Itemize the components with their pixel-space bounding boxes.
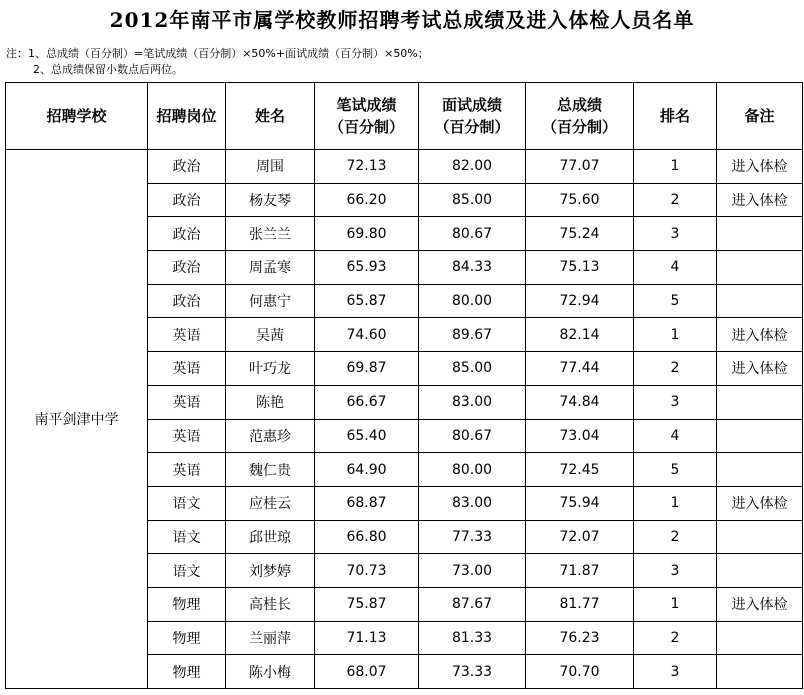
cell-rank: 3	[634, 655, 717, 689]
cell-name: 高桂长	[226, 587, 315, 621]
cell-rank: 3	[634, 554, 717, 588]
cell-total: 74.84	[526, 385, 634, 419]
header-written-line1: 笔试成绩	[336, 96, 397, 114]
cell-total: 76.23	[526, 621, 634, 655]
cell-interview: 84.33	[419, 251, 526, 285]
cell-position: 语文	[148, 486, 226, 520]
note-rounding: 2、总成绩保留小数点后两位。	[33, 63, 183, 76]
cell-remark: 进入体检	[717, 486, 803, 520]
cell-name: 周围	[226, 150, 315, 184]
cell-interview: 80.00	[419, 284, 526, 318]
cell-total: 72.94	[526, 284, 634, 318]
cell-position: 政治	[148, 183, 226, 217]
cell-name: 何惠宁	[226, 284, 315, 318]
cell-rank: 2	[634, 621, 717, 655]
cell-position: 英语	[148, 453, 226, 487]
cell-rank: 4	[634, 251, 717, 285]
cell-written: 69.80	[315, 217, 419, 251]
cell-remark: 进入体检	[717, 587, 803, 621]
cell-written: 66.20	[315, 183, 419, 217]
table-body	[6, 150, 803, 689]
header-row	[6, 83, 803, 150]
cell-written: 74.60	[315, 318, 419, 352]
cell-written: 66.67	[315, 385, 419, 419]
header-interview-line1: 面试成绩	[441, 96, 502, 114]
cell-position: 语文	[148, 554, 226, 588]
cell-remark	[717, 655, 803, 689]
cell-position: 英语	[148, 419, 226, 453]
header-total-line2: （百分制）	[541, 118, 617, 136]
cell-written: 68.87	[315, 486, 419, 520]
cell-interview: 81.33	[419, 621, 526, 655]
cell-name: 范惠珍	[226, 419, 315, 453]
cell-written: 68.07	[315, 655, 419, 689]
cell-total: 81.77	[526, 587, 634, 621]
cell-position: 政治	[148, 150, 226, 184]
cell-interview: 80.67	[419, 419, 526, 453]
cell-interview: 85.00	[419, 183, 526, 217]
cell-interview: 77.33	[419, 520, 526, 554]
cell-name: 兰丽萍	[226, 621, 315, 655]
cell-position: 语文	[148, 520, 226, 554]
cell-position: 政治	[148, 284, 226, 318]
cell-total: 77.44	[526, 352, 634, 386]
cell-remark: 进入体检	[717, 183, 803, 217]
cell-total: 75.13	[526, 251, 634, 285]
cell-interview: 80.67	[419, 217, 526, 251]
cell-written: 65.87	[315, 284, 419, 318]
cell-name: 吴茜	[226, 318, 315, 352]
cell-remark	[717, 520, 803, 554]
cell-name: 陈小梅	[226, 655, 315, 689]
cell-total: 75.94	[526, 486, 634, 520]
cell-rank: 1	[634, 486, 717, 520]
cell-name: 叶巧龙	[226, 352, 315, 386]
cell-rank: 1	[634, 587, 717, 621]
cell-remark	[717, 251, 803, 285]
cell-total: 82.14	[526, 318, 634, 352]
cell-total: 72.07	[526, 520, 634, 554]
score-table	[5, 82, 803, 689]
cell-interview: 87.67	[419, 587, 526, 621]
cell-position: 政治	[148, 251, 226, 285]
note-formula: 注：1、总成绩（百分制）=笔试成绩（百分制）×50%+面试成绩（百分制）×50%；	[6, 47, 429, 60]
cell-interview: 85.00	[419, 352, 526, 386]
cell-remark	[717, 453, 803, 487]
cell-position: 物理	[148, 587, 226, 621]
header-interview	[419, 83, 526, 150]
cell-remark	[717, 554, 803, 588]
cell-written: 69.87	[315, 352, 419, 386]
header-total-line1: 总成绩	[556, 96, 602, 114]
cell-rank: 5	[634, 453, 717, 487]
cell-remark	[717, 419, 803, 453]
cell-remark: 进入体检	[717, 150, 803, 184]
cell-remark: 进入体检	[717, 352, 803, 386]
cell-written: 66.80	[315, 520, 419, 554]
cell-position: 英语	[148, 318, 226, 352]
page-title: 2012年南平市属学校教师招聘考试总成绩及进入体检人员名单	[109, 8, 695, 32]
header-position: 招聘岗位	[148, 83, 226, 150]
cell-name: 张兰兰	[226, 217, 315, 251]
header-school: 招聘学校	[6, 83, 148, 150]
cell-rank: 2	[634, 183, 717, 217]
cell-total: 75.24	[526, 217, 634, 251]
cell-name: 陈艳	[226, 385, 315, 419]
header-name: 姓名	[226, 83, 315, 150]
cell-name: 刘梦婷	[226, 554, 315, 588]
cell-name: 周孟寒	[226, 251, 315, 285]
cell-interview: 83.00	[419, 385, 526, 419]
cell-total: 71.87	[526, 554, 634, 588]
cell-total: 72.45	[526, 453, 634, 487]
cell-rank: 2	[634, 352, 717, 386]
header-remark: 备注	[717, 83, 803, 150]
header-interview-line2: （百分制）	[434, 118, 510, 136]
cell-school: 南平剑津中学	[6, 150, 148, 689]
header-total	[526, 83, 634, 150]
cell-rank: 4	[634, 419, 717, 453]
cell-name: 杨友琴	[226, 183, 315, 217]
cell-interview: 83.00	[419, 486, 526, 520]
cell-position: 英语	[148, 385, 226, 419]
cell-remark	[717, 385, 803, 419]
cell-written: 72.13	[315, 150, 419, 184]
cell-name: 魏仁贵	[226, 453, 315, 487]
cell-rank: 2	[634, 520, 717, 554]
header-written-line2: （百分制）	[328, 118, 404, 136]
cell-rank: 1	[634, 318, 717, 352]
cell-interview: 80.00	[419, 453, 526, 487]
cell-interview: 73.33	[419, 655, 526, 689]
header-written	[315, 83, 419, 150]
cell-remark: 进入体检	[717, 318, 803, 352]
cell-interview: 89.67	[419, 318, 526, 352]
cell-written: 75.87	[315, 587, 419, 621]
cell-written: 65.40	[315, 419, 419, 453]
cell-name: 应桂云	[226, 486, 315, 520]
cell-interview: 73.00	[419, 554, 526, 588]
cell-total: 70.70	[526, 655, 634, 689]
cell-rank: 5	[634, 284, 717, 318]
cell-remark	[717, 284, 803, 318]
cell-name: 邱世琼	[226, 520, 315, 554]
cell-written: 70.73	[315, 554, 419, 588]
cell-position: 物理	[148, 655, 226, 689]
cell-rank: 3	[634, 217, 717, 251]
cell-written: 65.93	[315, 251, 419, 285]
cell-remark	[717, 621, 803, 655]
cell-rank: 3	[634, 385, 717, 419]
cell-position: 物理	[148, 621, 226, 655]
header-rank: 排名	[634, 83, 717, 150]
cell-interview: 82.00	[419, 150, 526, 184]
cell-position: 英语	[148, 352, 226, 386]
cell-position: 政治	[148, 217, 226, 251]
cell-written: 64.90	[315, 453, 419, 487]
cell-total: 75.60	[526, 183, 634, 217]
cell-total: 73.04	[526, 419, 634, 453]
table-row	[6, 150, 803, 184]
cell-written: 71.13	[315, 621, 419, 655]
cell-rank: 1	[634, 150, 717, 184]
cell-total: 77.07	[526, 150, 634, 184]
cell-remark	[717, 217, 803, 251]
